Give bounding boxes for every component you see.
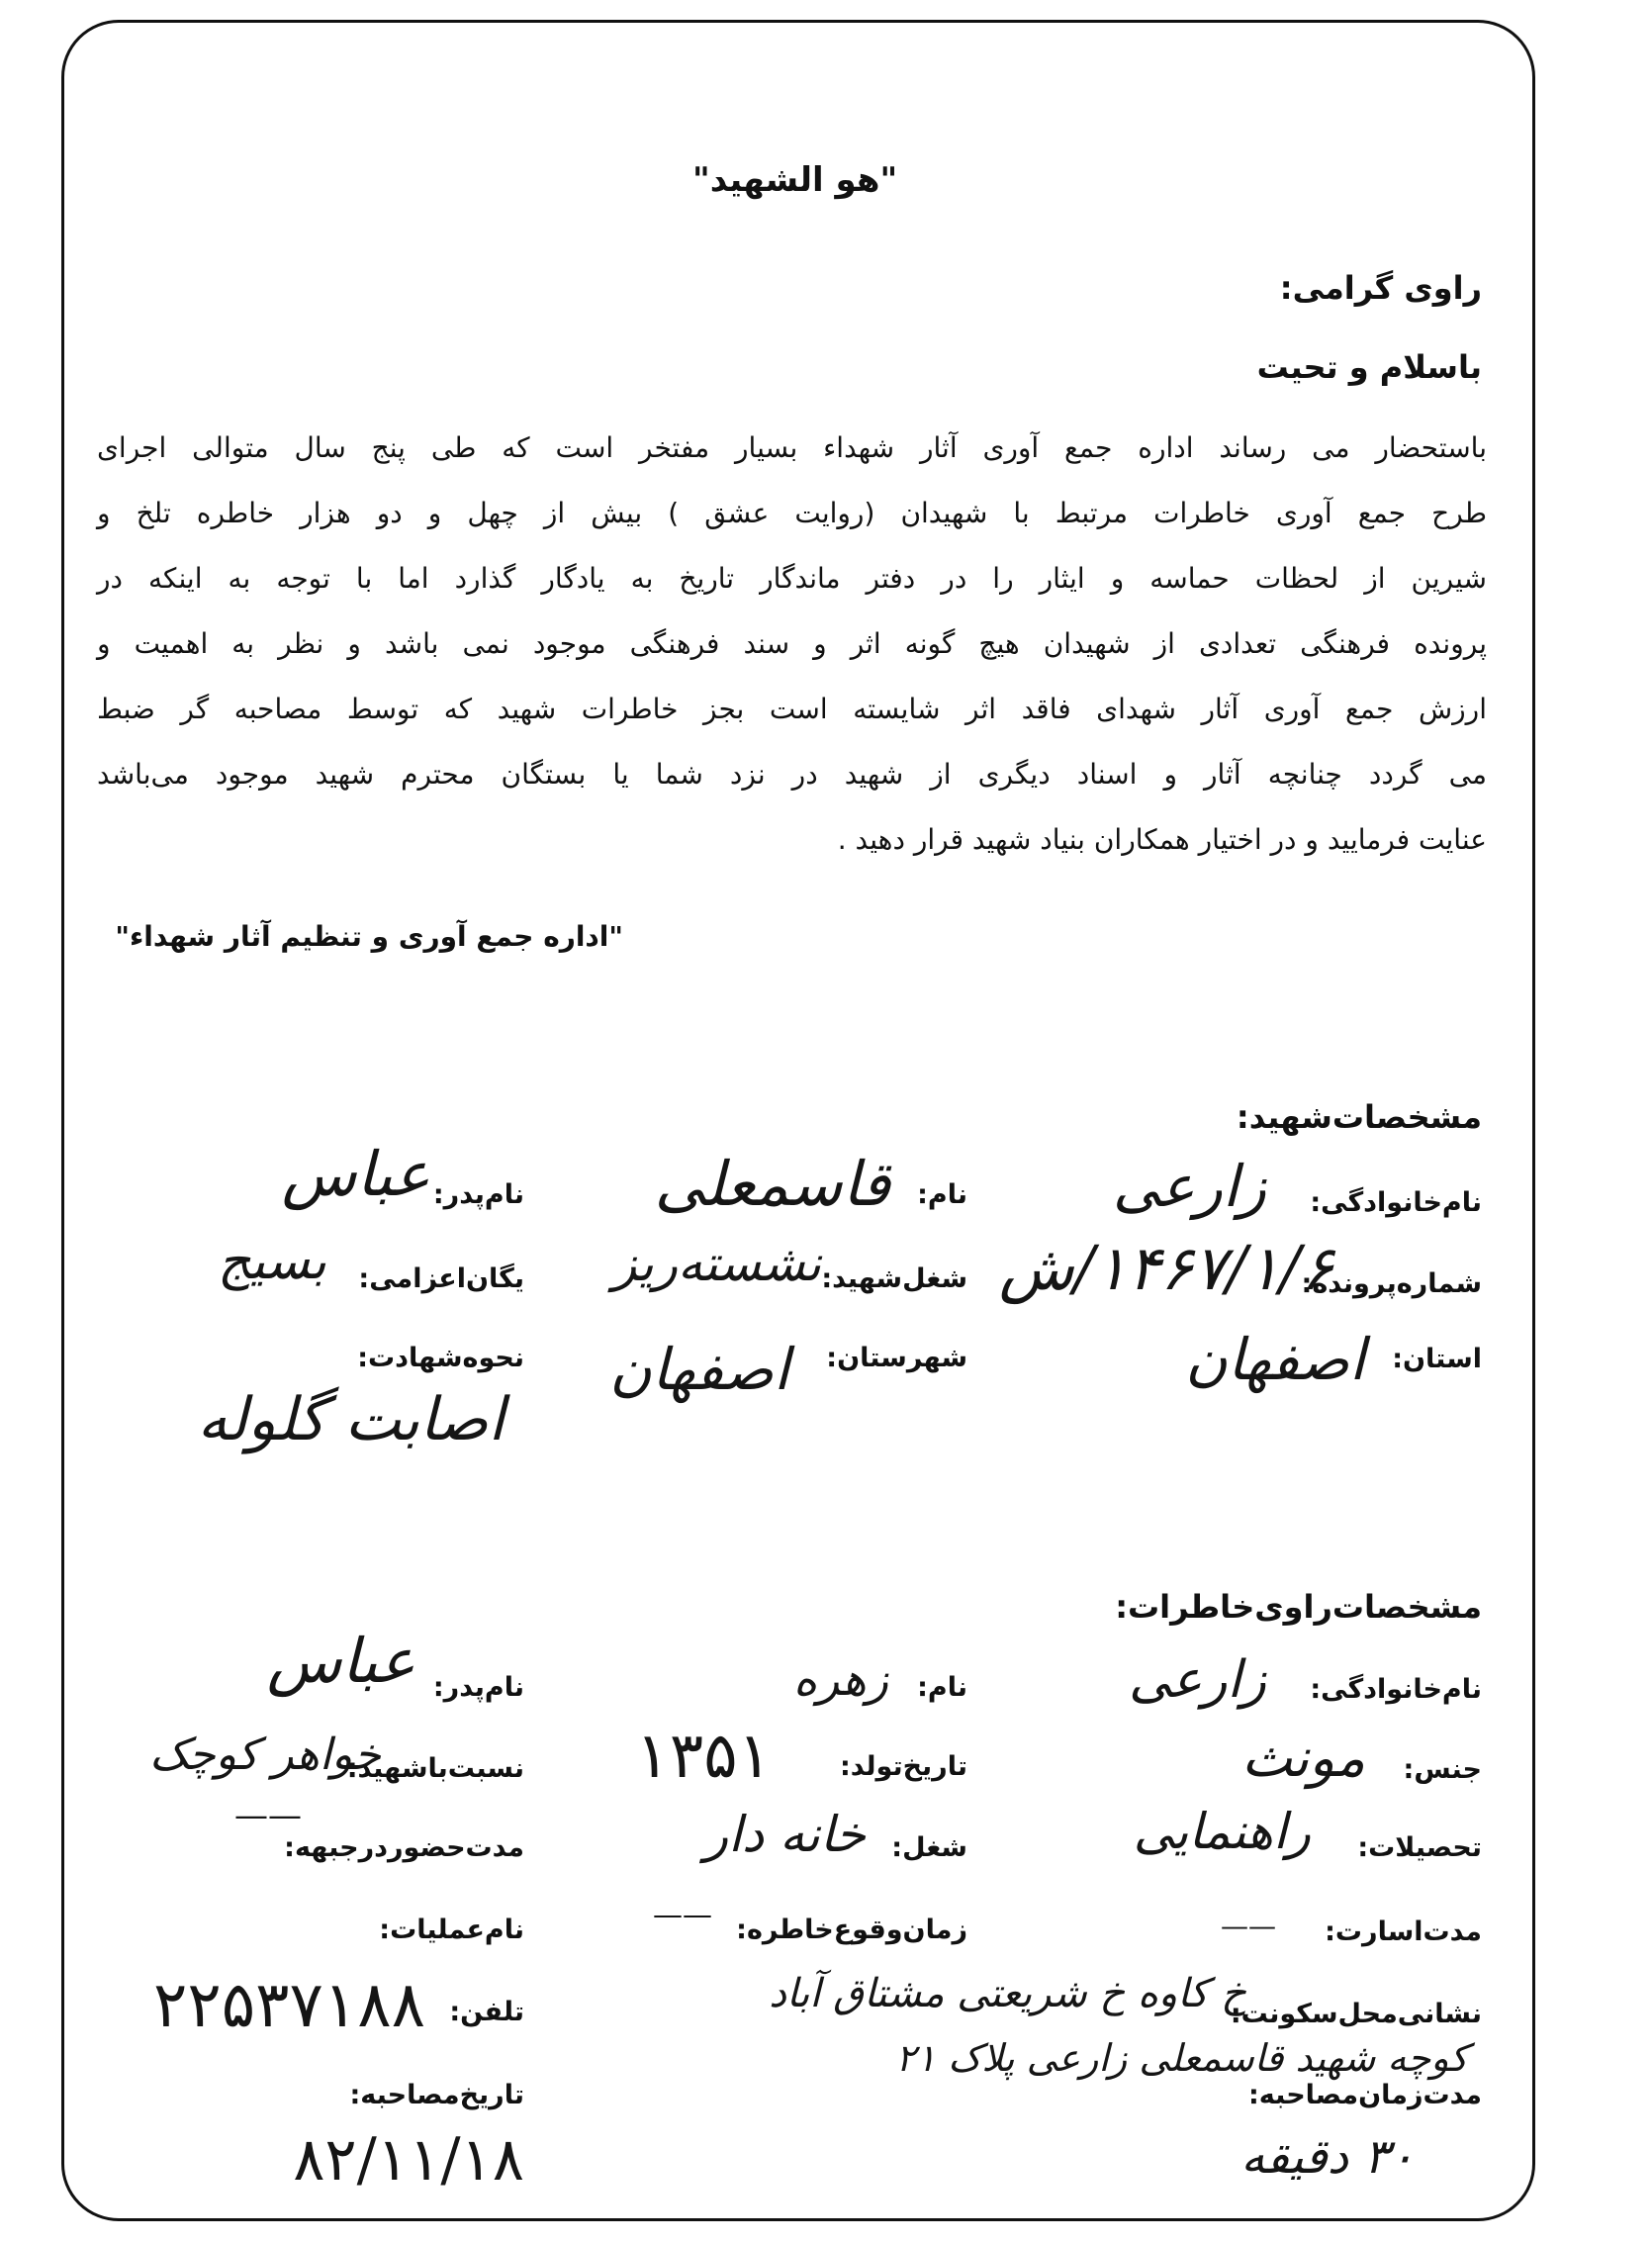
letter-line-5: ارزش جمع آوری آثار شهدای فاقد اثر شایسته است بجز خاطرات شهید که توسط مصاحبه گر ضبط xyxy=(97,693,1487,725)
narrator-job-value: خانه دار xyxy=(703,1806,866,1863)
greeting: راوی گرامی: xyxy=(1279,269,1482,307)
narrator-address-label: نشانی‌محل‌سکونت: xyxy=(1230,1999,1482,2029)
narrator-gender-value: مونث xyxy=(1241,1727,1365,1789)
narrator-captivity-value: —— xyxy=(1221,1910,1276,1942)
narrator-family-name-value: زارعی xyxy=(1128,1650,1266,1710)
narrator-address-value-line2: کوچه شهید قاسمعلی زارعی پلاک ۲۱ xyxy=(895,2036,1468,2080)
letter-line-4: پرونده فرهنگی تعدادی از شهیدان هیچ گونه اثر و سند فرهنگی موجود نمی باشد و نظر به اهمیت و xyxy=(97,627,1487,660)
letter-signature: "اداره جمع آوری و تنظیم آثار شهداء" xyxy=(115,920,623,953)
martyr-city-label: شهرستان: xyxy=(826,1343,967,1373)
letter-line-1: باستحضار می رساند اداره جمع آوری آثار شهداء بسیار مفتخر است که طی پنج سال متوالی اجرای xyxy=(97,431,1487,464)
narrator-birth-date-value: ۱۳۵۱ xyxy=(635,1720,772,1793)
narrator-memory-time-value: —— xyxy=(653,1898,712,1932)
martyr-file-number-value: ۱۴۶۷/۱/۶/ش xyxy=(998,1232,1333,1304)
martyr-occupation-label: شغل‌شهید: xyxy=(821,1263,967,1294)
narrator-birth-date-label: تاریخ‌تولد: xyxy=(839,1751,967,1782)
narrator-address-value: خ کاوه خ شریعتی مشتاق آباد xyxy=(769,1971,1246,2016)
letter-line-6: می گردد چنانچه آثار و اسناد دیگری از شهید در نزد شما یا بستگان محترم شهید موجود می‌باشد xyxy=(97,758,1487,791)
narrator-front-duration-value: —— xyxy=(234,1796,302,1835)
narrator-memory-time-label: زمان‌وقوع‌خاطره: xyxy=(736,1915,967,1945)
narrator-operation-name-label: نام‌عملیات: xyxy=(379,1915,524,1945)
martyr-city-value: اصفهان xyxy=(609,1336,789,1403)
martyr-section-heading: مشخصات‌شهید: xyxy=(1236,1098,1482,1136)
martyr-family-name-value: زارعی xyxy=(1112,1153,1266,1220)
martyr-file-number-label: شماره‌پرونده: xyxy=(1301,1268,1482,1299)
letter-line-2: طرح جمع آوری خاطرات مرتبط با شهیدان (روایت عشق ) بیش از چهل و دو هزار خاطره تلخ و xyxy=(97,497,1487,529)
document-title: "هو الشهید" xyxy=(692,160,898,200)
narrator-name-label: نام: xyxy=(917,1672,967,1703)
letter-line-3: شیرین از لحظات حماسه و ایثار را در دفتر ماندگار تاریخ به یادگار گذارد اما با توجه به اینکه در xyxy=(97,562,1487,595)
narrator-section-heading: مشخصات‌راوی‌خاطرات: xyxy=(1115,1588,1482,1626)
martyr-martyrdom-method-label: نحوه‌شهادت: xyxy=(357,1343,524,1373)
narrator-phone-value: ۲۲۵۳۷۱۸۸ xyxy=(153,1969,425,2042)
narrator-father-name-value: عباس xyxy=(266,1625,415,1697)
martyr-province-label: استان: xyxy=(1392,1344,1482,1374)
martyr-martyrdom-method-value: اصابت گلوله xyxy=(197,1385,505,1454)
narrator-job-label: شغل: xyxy=(891,1832,967,1863)
salutation: باسلام و تحیت xyxy=(1256,348,1482,386)
narrator-name-value: زهره xyxy=(793,1652,888,1706)
martyr-unit-label: یگان‌اعزامی: xyxy=(358,1263,524,1294)
martyr-family-name-label: نام‌خانوادگی: xyxy=(1310,1187,1482,1218)
narrator-phone-label: تلفن: xyxy=(449,1997,524,2027)
narrator-interview-duration-value: ۳۰ دقیقه xyxy=(1240,2129,1415,2185)
narrator-education-value: راهنمایی xyxy=(1133,1803,1311,1860)
narrator-interview-date-label: تاریخ‌مصاحبه: xyxy=(349,2080,524,2110)
narrator-captivity-label: مدت‌اسارت: xyxy=(1325,1916,1482,1947)
martyr-name-label: نام: xyxy=(917,1179,967,1210)
narrator-education-label: تحصیلات: xyxy=(1357,1832,1482,1863)
narrator-relation-value: خواهر کوچک xyxy=(149,1729,381,1780)
martyr-unit-value: بسیج xyxy=(217,1232,326,1291)
martyr-father-name-value: عباس xyxy=(281,1138,430,1210)
letter-line-7: عنایت فرمایید و در اختیار همکاران بنیاد شهید قرار دهید . xyxy=(837,823,1487,856)
narrator-father-name-label: نام‌پدر: xyxy=(432,1672,524,1703)
narrator-family-name-label: نام‌خانوادگی: xyxy=(1310,1674,1482,1705)
narrator-interview-date-value: ۸۲/۱۱/۱۸ xyxy=(293,2125,524,2195)
martyr-province-value: اصفهان xyxy=(1185,1326,1365,1393)
martyr-name-value: قاسمعلی xyxy=(654,1148,890,1220)
narrator-interview-duration-label: مدت‌زمان‌مصاحبه: xyxy=(1248,2080,1482,2110)
narrator-relation-label: نسبت‌باشهید: xyxy=(346,1753,524,1784)
narrator-front-duration-label: مدت‌حضوردرجبهه: xyxy=(284,1832,524,1863)
martyr-occupation-value: نشسته‌ریز xyxy=(612,1235,821,1292)
martyr-father-name-label: نام‌پدر: xyxy=(432,1179,524,1210)
narrator-gender-label: جنس: xyxy=(1403,1754,1482,1785)
